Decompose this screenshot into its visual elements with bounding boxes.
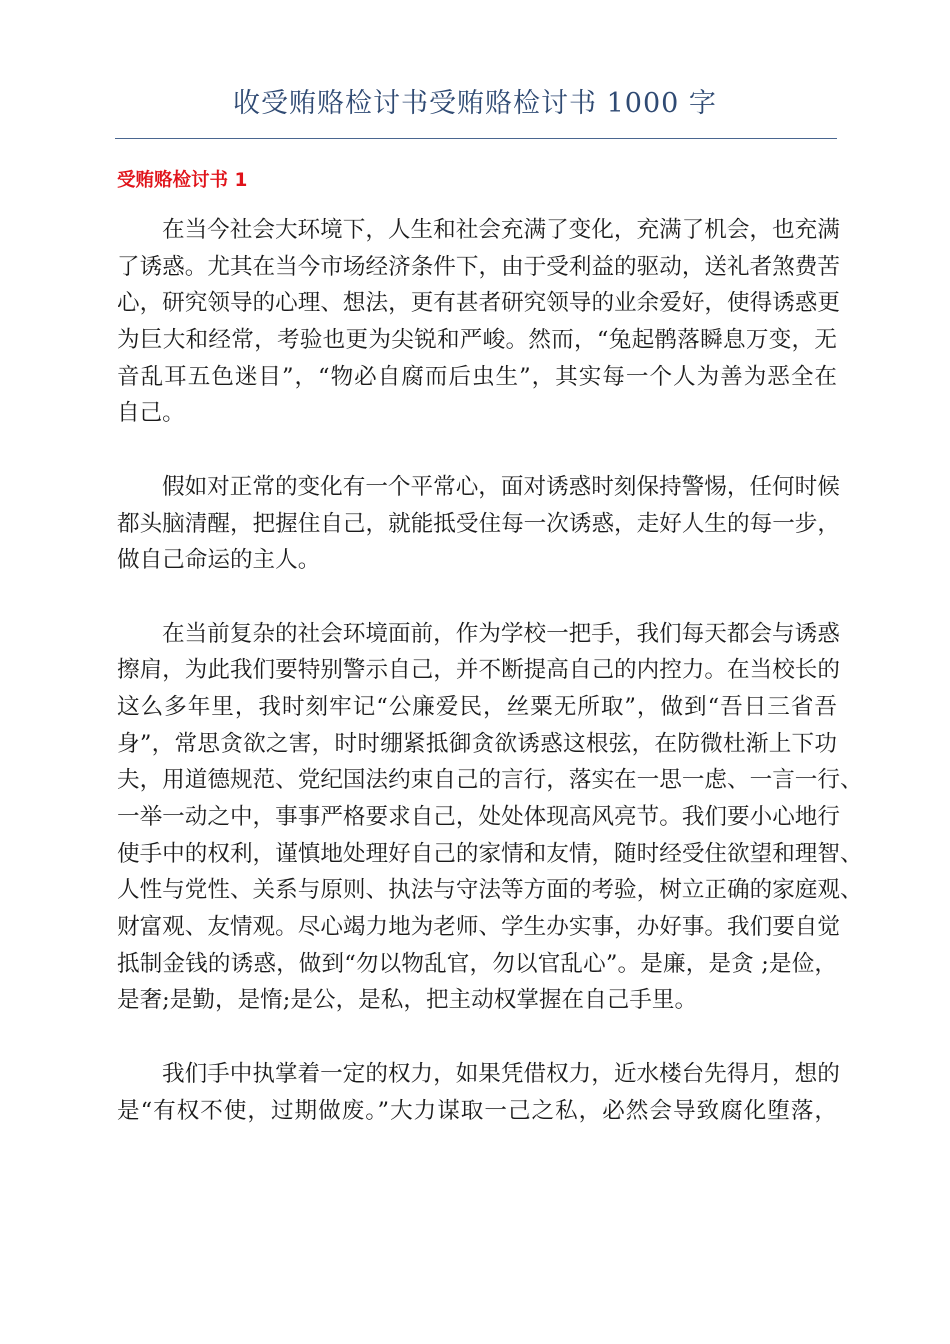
text-line: 都头脑清醒，把握住自己，就能抵受住每一次诱惑，走好人生的每一步， bbox=[117, 510, 840, 537]
paragraph bbox=[117, 1056, 840, 1129]
text-line: 自己。 bbox=[117, 400, 185, 427]
text-line: 心，研究领导的心理、想法，更有甚者研究领导的业余爱好，使得诱惑更 bbox=[117, 290, 840, 317]
text-line: 假如对正常的变化有一个平常心，面对诱惑时刻保持警惕，任何时候 bbox=[162, 473, 840, 500]
text-line: 音乱耳五色迷目”，“物必自腐而后虫生”，其实每一个人为善为恶全在 bbox=[117, 363, 837, 390]
text-line: 了诱惑。尤其在当今市场经济条件下，由于受利益的驱动，送礼者煞费苦 bbox=[117, 253, 840, 280]
text-line: 财富观、友情观。尽心竭力地为老师、学生办实事，办好事。我们要自觉 bbox=[117, 914, 840, 941]
text-line: 是奢;是勤，是惰;是公，是私，把主动权掌握在自己手里。 bbox=[117, 987, 698, 1014]
text-line: 在当今社会大环境下，人生和社会充满了变化，充满了机会，也充满 bbox=[162, 217, 840, 243]
text-line: 是“有权不使，过期做废。”大力谋取一己之私，必然会导致腐化堕落， bbox=[117, 1097, 837, 1124]
text-line: 擦肩，为此我们要特别警示自己，并不断提高自己的内控力。在当校长的 bbox=[117, 657, 840, 684]
text-line: 做自己命运的主人。 bbox=[117, 547, 321, 574]
section-heading: 受贿赂检讨书 1 bbox=[117, 170, 248, 191]
document-title: 收受贿赂检讨书受贿赂检讨书 1000 字 bbox=[233, 88, 717, 119]
document-body bbox=[117, 212, 863, 1166]
text-line: 这么多年里，我时刻牢记“公廉爱民，丝粟无所取”，做到“吾日三省吾 bbox=[117, 693, 837, 720]
text-line: 在当前复杂的社会环境面前，作为学校一把手，我们每天都会与诱惑 bbox=[162, 620, 840, 647]
text-line: 使手中的权利，谨慎地处理好自己的家情和友情，随时经受住欲望和理智、 bbox=[117, 840, 863, 867]
paragraph bbox=[117, 616, 863, 1020]
title-divider bbox=[115, 138, 837, 139]
text-line: 一举一动之中，事事严格要求自己，处处体现高风亮节。我们要小心地行 bbox=[117, 804, 840, 830]
text-line: 夫，用道德规范、党纪国法约束自己的言行，落实在一思一虑、一言一行、 bbox=[117, 767, 863, 794]
text-line: 身”，常思贪欲之害，时时绷紧抵御贪欲诱惑这根弦，在防微杜渐上下功 bbox=[117, 730, 837, 757]
text-line: 抵制金钱的诱惑，做到“勿以物乱官，勿以官乱心”。是廉，是贪 ;是俭， bbox=[117, 950, 837, 977]
paragraph bbox=[117, 469, 840, 579]
text-line: 我们手中执掌着一定的权力，如果凭借权力，近水楼台先得月，想的 bbox=[162, 1060, 840, 1087]
text-line: 人性与党性、关系与原则、执法与守法等方面的考验，树立正确的家庭观、 bbox=[117, 877, 863, 904]
text-line: 为巨大和经常，考验也更为尖锐和严峻。然而，“兔起鹘落瞬息万变，无 bbox=[117, 327, 837, 354]
paragraph bbox=[117, 212, 840, 432]
